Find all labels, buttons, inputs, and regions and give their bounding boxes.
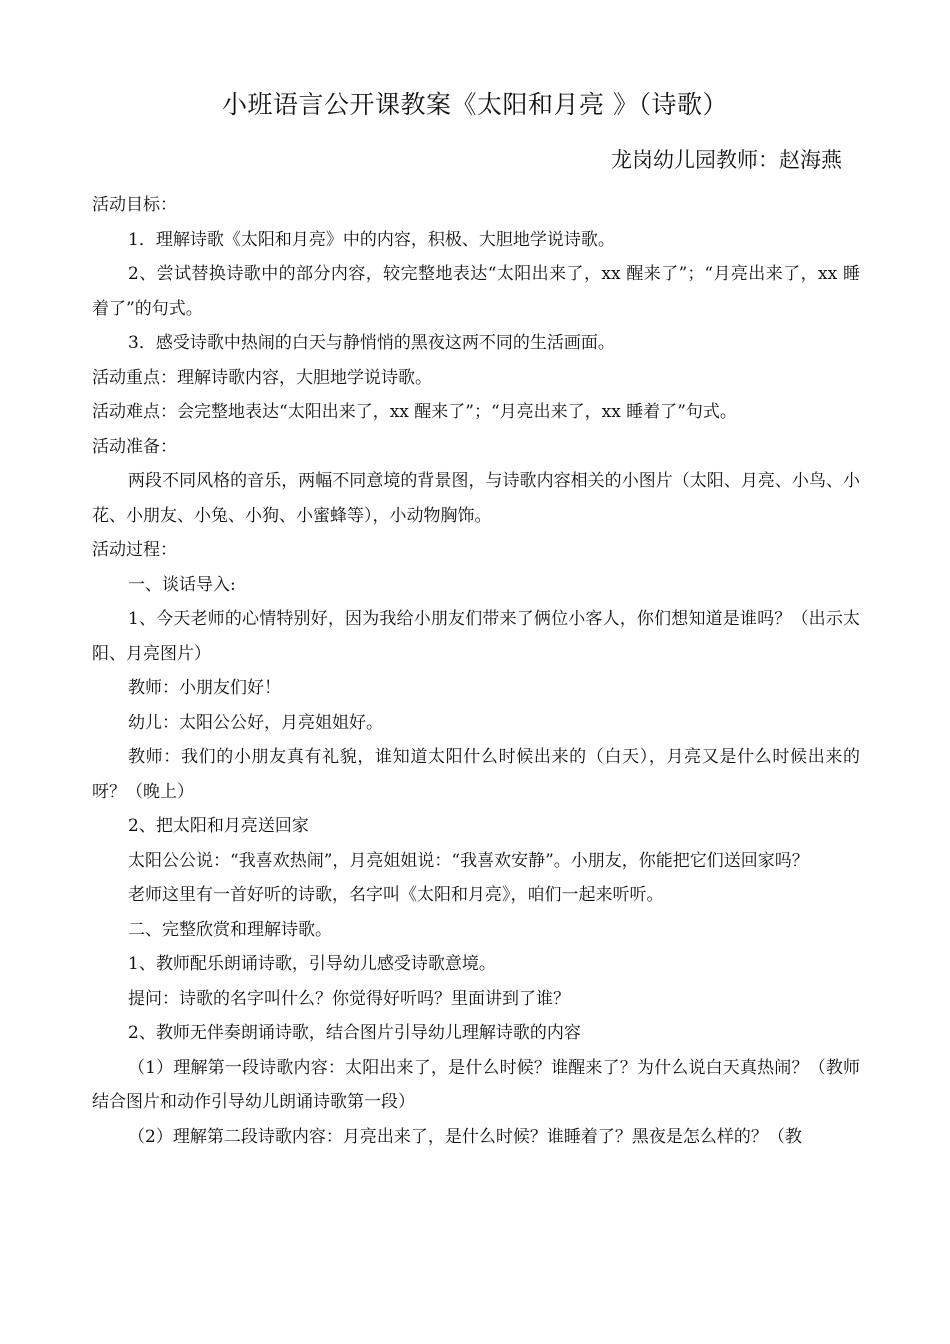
paragraph: （2）理解第二段诗歌内容：月亮出来了，是什么时候？谁睡着了？黑夜是怎么样的？（教 <box>128 1126 802 1147</box>
paragraph: 1、教师配乐朗诵诗歌，引导幼儿感受诗歌意境。 <box>128 954 496 974</box>
paragraph: 活动准备： <box>92 436 177 457</box>
paragraph: 2、教师无伴奏朗诵诗歌，结合图片引导幼儿理解诗歌的内容 <box>128 1023 581 1043</box>
paragraph: 一、谈话导入: <box>128 574 236 595</box>
document-body <box>92 188 860 1154</box>
paragraph: 2、尝试替换诗歌中的部分内容，较完整地表达“太阳出来了，xx 醒来了”；“月亮出来了，xx 睡着了”的句式。 <box>92 264 860 319</box>
paragraph: 二、完整欣赏和理解诗歌。 <box>128 919 332 940</box>
paragraph: （1）理解第一段诗歌内容：太阳出来了，是什么时候？谁醒来了？为什么说白天真热闹？（教师结合图片和动作引导幼儿朗诵诗歌第一段） <box>92 1057 860 1112</box>
paragraph: 提问：诗歌的名字叫什么？你觉得好听吗？里面讲到了谁？ <box>128 988 570 1009</box>
paragraph: 幼儿：太阳公公好，月亮姐姐好。 <box>128 712 383 733</box>
paragraph: 老师这里有一首好听的诗歌，名字叫《太阳和月亮》，咱们一起来听听。 <box>128 885 664 905</box>
paragraph: 活动难点：会完整地表达“太阳出来了，xx 醒来了”；“月亮出来了，xx 睡着了”句式。 <box>92 402 737 422</box>
paragraph: 活动目标： <box>92 195 177 215</box>
paragraph: 活动重点：理解诗歌内容，大胆地学说诗歌。 <box>92 367 432 388</box>
paragraph: 2、把太阳和月亮送回家 <box>128 816 309 836</box>
paragraph: 3．感受诗歌中热闹的白天与静悄悄的黑夜这两不同的生活画面。 <box>128 333 615 353</box>
document-title: 小班语言公开课教案《太阳和月亮 》（诗歌） <box>222 90 728 119</box>
paragraph: 教师：我们的小朋友真有礼貌，谁知道太阳什么时候出来的（白天），月亮又是什么时候出来的呀？（晚上） <box>92 747 860 802</box>
paragraph: 太阳公公说：“我喜欢热闹”，月亮姐姐说：“我喜欢安静”。小朋友，你能把它们送回家吗？ <box>128 850 809 871</box>
paragraph: 两段不同风格的音乐，两幅不同意境的背景图，与诗歌内容相关的小图片（太阳、月亮、小鸟、小花、小朋友、小兔、小狗、小蜜蜂等），小动物胸饰。 <box>92 471 860 526</box>
paragraph: 1．理解诗歌《太阳和月亮》中的内容，积极、大胆地学说诗歌。 <box>128 229 615 250</box>
document-author: 龙岗幼儿园教师：赵海燕 <box>611 148 842 172</box>
paragraph: 活动过程： <box>92 540 177 560</box>
paragraph: 教师：小朋友们好！ <box>128 678 281 698</box>
paragraph: 1、今天老师的心情特别好，因为我给小朋友们带来了俩位小客人，你们想知道是谁吗？（出示太阳、月亮图片） <box>92 609 860 664</box>
